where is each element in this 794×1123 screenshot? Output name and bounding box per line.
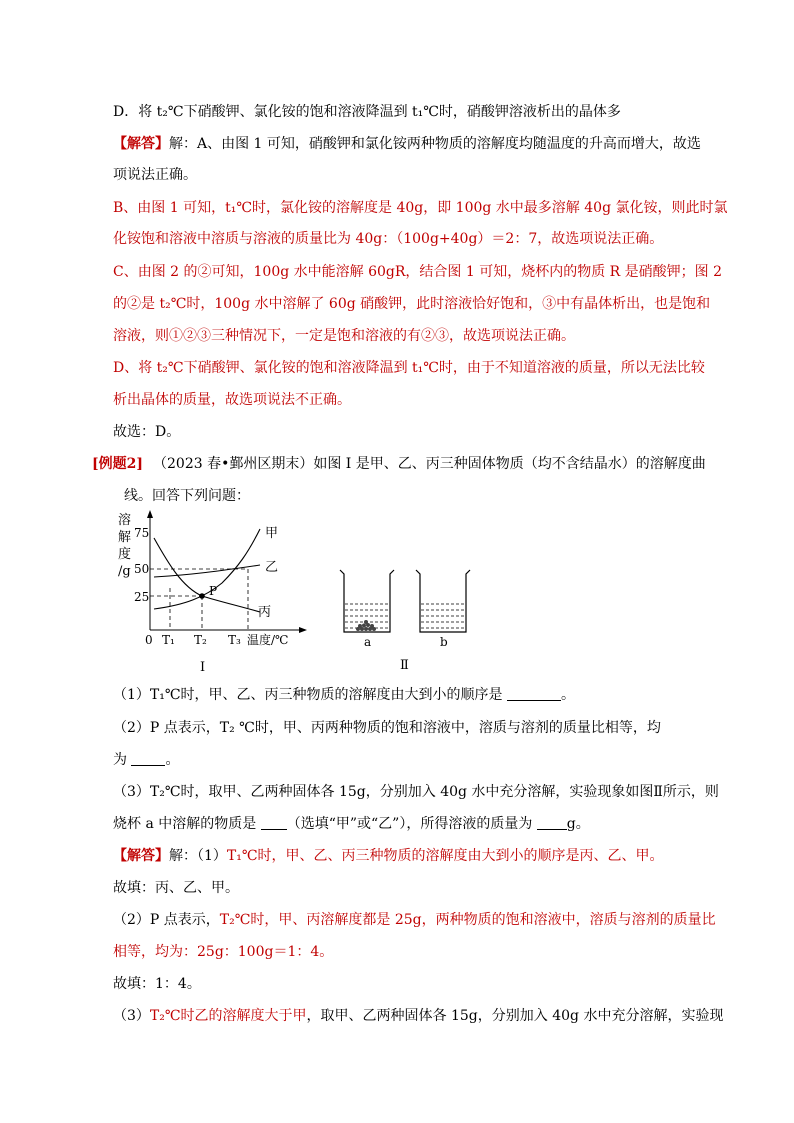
point-p-label: P [209, 584, 218, 598]
y-label-3: 度 [118, 547, 132, 562]
answer2-3b: T₂℃时乙的溶解度大于甲 [149, 1008, 307, 1024]
beaker-b-label: b [440, 635, 448, 649]
solubility-curve-figure [110, 505, 310, 650]
y-tick-25: 25 [134, 590, 150, 604]
origin-label: 0 [145, 633, 153, 647]
fill-answer-1: 故填：丙、乙、甲。 [113, 880, 239, 896]
figure-caption-2: Ⅱ [400, 658, 409, 673]
y-label-4: /g [118, 564, 131, 579]
curve-yi [154, 565, 260, 577]
answer2-line-3 [113, 1006, 723, 1026]
answer2-line-2c: 相等，均为：25g：100g＝1：4。 [113, 944, 334, 960]
answer2-line-2 [113, 910, 716, 930]
beaker-b [416, 570, 470, 632]
figure-caption-1: I [200, 660, 206, 675]
question-3b-text-c: g。 [566, 816, 590, 832]
y-label-1: 溶 [118, 513, 132, 528]
answer-b-line-2: 化铵饱和溶液中溶质与溶液的质量比为 40g：（100g+40g）＝2：7，故选项说法正确。 [113, 231, 664, 247]
answer2-3a: （3） [113, 1008, 150, 1024]
answer2-1b: T₁℃时，甲、乙、丙三种物质的溶解度由大到小的顺序是丙、乙、甲。 [226, 848, 664, 864]
question-2: （2）P 点表示，T₂ ℃时，甲、丙两种物质的饱和溶液中，溶质与溶剂的质量比相等，均 [113, 720, 661, 736]
answer-a-text: 解：A、由图 1 可知，硝酸钾和氯化铵两种物质的溶解度均随温度的升高而增大，故选 [169, 136, 701, 152]
x-tick-t2: T₂ [194, 633, 207, 647]
question-3b-text-a: 烧杯 a 中溶解的物质是 [113, 816, 257, 832]
curve-bing [154, 538, 260, 612]
answer-choice: 故选：D。 [113, 424, 181, 440]
question-3: （3）T₂℃时，取甲、乙两种固体各 15g，分别加入 40g 水中充分溶解，实验现象如图Ⅱ所示，则 [113, 784, 719, 800]
answer2-1a: 解：（1） [169, 848, 227, 864]
answer2-3c: ，取甲、乙两种固体各 15g，分别加入 40g 水中充分溶解，实验现 [306, 1008, 724, 1024]
answer-d-line: D、将 t₂℃下硝酸钾、氯化铵的饱和溶液降温到 t₁℃时，由于不知道溶液的质量，所以无法比较 [113, 360, 705, 376]
question-2b [113, 750, 179, 770]
x-tick-t3: T₃ [228, 633, 241, 647]
question-3b [113, 814, 590, 834]
answer2-line-1 [113, 846, 664, 866]
answer2-2a: （2）P 点表示， [113, 912, 220, 928]
curve-label-jia: 甲 [265, 526, 279, 541]
y-tick-50: 50 [134, 562, 150, 576]
answer-c-line: C、由图 2 的②可知，100g 水中能溶解 60gR，结合图 1 可知，烧杯内的物质 R 是硝酸钾；图 2 [113, 264, 723, 280]
question-2b-text: 为 [113, 752, 127, 768]
answer2-tag: 【解答】 [113, 848, 169, 864]
option-d: D．将 t₂℃下硝酸钾、氯化铵的饱和溶液降温到 t₁℃时，硝酸钾溶液析出的晶体多 [113, 104, 621, 120]
point-p [199, 593, 205, 599]
beaker-a-label: a [364, 635, 372, 649]
question-1-text: （1）T₁℃时，甲、乙、丙三种物质的溶解度由大到小的顺序是 [113, 687, 503, 703]
answer2-2b: T₂℃时，甲、丙溶解度都是 25g，两种物质的饱和溶液中，溶质与溶剂的质量比 [219, 912, 716, 928]
answer-a-line-2: 项说法正确。 [113, 167, 197, 183]
question-1-end: 。 [560, 687, 575, 703]
answer-tag: 【解答】 [113, 136, 169, 152]
example2-line [92, 454, 706, 474]
answer-a-line [113, 134, 701, 154]
example2-question-2: 线。回答下列问题： [124, 488, 250, 504]
blank-2 [131, 751, 165, 766]
y-axis-arrow [147, 510, 153, 518]
answer-b-line: B、由图 1 可知，t₁℃时，氯化铵的溶解度是 40g，即 100g 水中最多溶解 40g 氯化铵，则此时氯 [113, 200, 728, 216]
blank-1 [507, 686, 561, 701]
answer-c-line-2: 的②是 t₂℃时，100g 水中溶解了 60g 硝酸钾，此时溶液恰好饱和，③中有晶体析出，也是饱和 [113, 296, 711, 312]
x-axis-label: 温度/℃ [247, 633, 289, 647]
x-tick-t1: T₁ [162, 633, 175, 647]
question-2b-end: 。 [165, 752, 180, 768]
example2-tag: [例题2] [92, 456, 143, 472]
curve-label-yi: 乙 [265, 560, 279, 575]
answer-d-line-2: 析出晶体的质量，故选项说法不正确。 [113, 392, 351, 408]
example2-question: （2023 春•鄞州区期末）如图 I 是甲、乙、丙三种固体物质（均不含结晶水）的溶解度曲 [153, 456, 706, 472]
y-tick-75: 75 [134, 526, 150, 540]
beaker-a [340, 570, 394, 632]
question-3b-text-b: （选填“甲”或“乙”），所得溶液的质量为 [286, 816, 533, 832]
beaker-figure [330, 562, 490, 652]
curve-label-bing: 丙 [258, 605, 272, 620]
answer-c-line-3: 溶液，则①②③三种情况下，一定是饱和溶液的有②③，故选项说法正确。 [113, 328, 575, 344]
blank-3 [261, 815, 287, 830]
fill-answer-2: 故填：1：4。 [113, 976, 201, 992]
x-axis-arrow [299, 627, 307, 633]
blank-4 [537, 815, 567, 830]
y-label-2: 解 [118, 530, 132, 545]
question-1 [113, 685, 575, 705]
